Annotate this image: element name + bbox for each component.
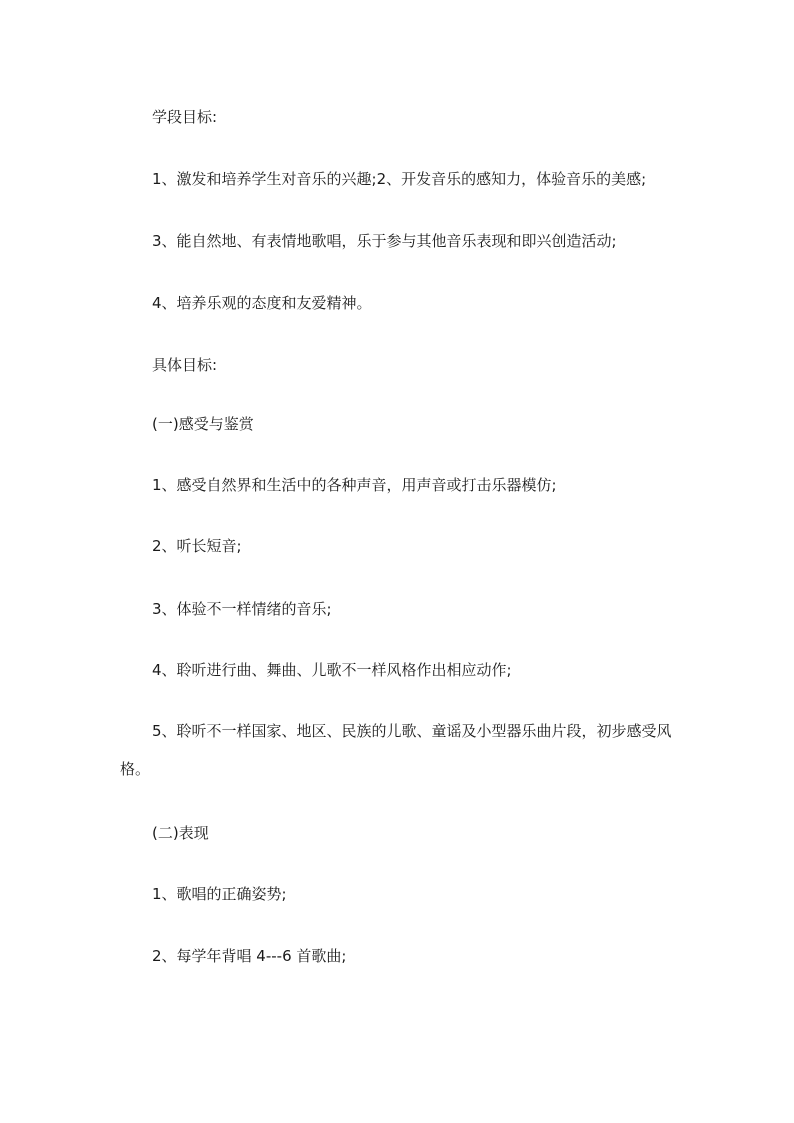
paragraph-goal-4: 4、培养乐观的态度和友爱精神。 [152, 294, 372, 312]
paragraph-appreciation-1: 1、感受自然界和生活中的各种声音，用声音或打击乐器模仿; [152, 476, 557, 494]
section-heading-stage-goals: 学段目标: [152, 108, 218, 126]
paragraph-appreciation-2: 2、听长短音; [152, 537, 242, 555]
paragraph-appreciation-5: 5、聆听不一样国家、地区、民族的儿歌、童谣及小型器乐曲片段，初步感受风格。 [120, 722, 672, 778]
paragraph-appreciation-4: 4、聆听进行曲、舞曲、儿歌不一样风格作出相应动作; [152, 661, 512, 679]
paragraph-goal-1: 1、激发和培养学生对音乐的兴趣;2、开发音乐的感知力，体验音乐的美感; [152, 170, 647, 188]
subsection-heading-performance: (二)表现 [152, 824, 209, 842]
paragraph-performance-1: 1、歌唱的正确姿势; [152, 885, 287, 903]
section-heading-specific-goals: 具体目标: [152, 356, 218, 374]
paragraph-performance-2: 2、每学年背唱 4---6 首歌曲; [152, 947, 347, 965]
paragraph-goal-3: 3、能自然地、有表情地歌唱，乐于参与其他音乐表现和即兴创造活动; [152, 232, 617, 250]
subsection-heading-appreciation: (一)感受与鉴赏 [152, 415, 254, 433]
paragraph-appreciation-3: 3、体验不一样情绪的音乐; [152, 600, 332, 618]
